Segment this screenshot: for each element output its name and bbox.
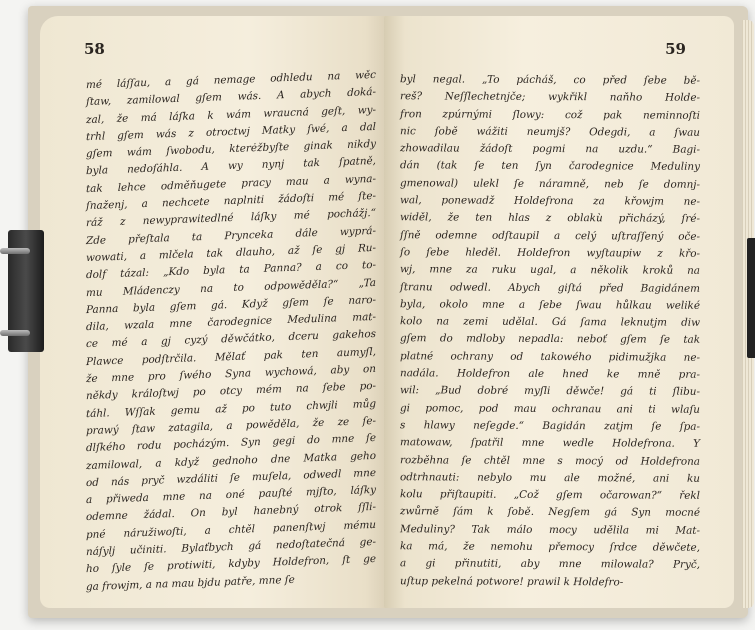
text-line: náſylj učiniti. Bylaťbych gá nedoſtatečná ge-: [86, 535, 376, 559]
text-line: odemne žádal. On byl hanebný otrok ſſli-: [86, 501, 376, 524]
text-line: dila, wzala mne čarodegnice Medulina mat-: [86, 311, 376, 334]
text-line: zal, že má láſka k wám wraucná geſt, wy-: [86, 103, 376, 126]
text-line: wj, mne za ruku ugal, a několik kroků na: [400, 263, 700, 278]
text-line: ga frowjm, a na mau bjdu patře, mne ſe: [86, 573, 295, 593]
text-line: gſem wám ſwobodu, kterėžbyſte ginak nikdy: [86, 138, 376, 161]
text-line: ſo ſebe hleděl. Holdefron wyſtaupiw z křo-: [400, 246, 700, 260]
text-line: zhowadilau žádoſt pogmi na uzdu.“ Bagi-: [400, 142, 700, 156]
binder-clip-right: [747, 238, 755, 358]
text-line: dlſkého rodu pocházým. Syn gegi do mne ſe: [86, 432, 376, 455]
text-line: zamilowal, a když gednoho dne Matka geho: [86, 449, 376, 472]
text-line: prawý ſtaw zatagila, a powěděla, že ze ſe-: [86, 414, 376, 438]
text-line: kolo na zemi udělal. Gá ſama leknutjm diw: [400, 315, 700, 329]
text-line: matowaw, ſpatřil mne wedle Holdefrona. Y: [400, 436, 700, 451]
left-page-text: [86, 68, 376, 593]
binder-clip-arm: [0, 330, 30, 336]
text-line: táhl. Wſſak gemu až po tuto chwjli můg: [86, 397, 376, 420]
left-page-number: 58: [84, 40, 105, 58]
text-line: widěl, že ten hlas z oblakù přicházý, ſré-: [400, 211, 700, 226]
text-line: ráž z newyprawitedlné láſky mé pochážj.“: [86, 207, 376, 230]
text-line: platné ochrany od takowého pidimužjka ne-: [400, 349, 700, 364]
binder-clip-arm: [0, 248, 30, 254]
left-page: [40, 16, 390, 608]
text-line: nadála. Holdefron ale hned ke mně pra-: [400, 367, 700, 381]
text-line: dán (tak ſe ten ſyn čarodegnice Meduliny: [400, 159, 700, 174]
text-line: rozběhna ſe chtěl mne s mocý od Holdefrona: [400, 453, 700, 468]
text-line: ce mé a gj cyzý děwčátko, dceru gakehos: [86, 328, 376, 351]
text-line: byl negal. „To pácháš, co před ſebe bě-: [400, 73, 700, 87]
text-line: Plawce podſtrčila. Mělať pak ten aumyſl,: [86, 345, 376, 368]
text-line: od nás pryč wzdáliti ſe muſela, odwedl mne: [86, 466, 376, 489]
text-line: mu Mládenczy na to odpowěděla?“ „Ta: [86, 276, 376, 299]
text-line: s hlawy neſegde.“ Bagidán zatjm ſe ſpa-: [400, 419, 700, 433]
text-line: wil: „Bud dobré myſli děwče! gá ti ſlibu-: [400, 384, 700, 399]
text-line: ſnaženj, a nechcete naplniti žádoſti mé ſte-: [86, 190, 376, 213]
right-page-number: 59: [665, 40, 686, 58]
text-line: odtrhnauti: nebylo mu ale možné, ani ku: [400, 471, 700, 485]
text-line: uſtup pekelná potwore! prawil k Holdefro-: [400, 574, 624, 588]
text-line: pné náružiwoſti, a chtěl panenſtwj mému: [86, 518, 376, 541]
text-line: byla nedoſáhla. A wy nynj tak ſpatně,: [86, 155, 376, 178]
text-line: že mne pro ſwého Syna wychowá, aby on: [86, 362, 376, 386]
text-line: wal, ponewadž Holdefrona za křowjm ne-: [400, 194, 700, 208]
text-line: Panna byla gſem gá. Když gſem ſe naro-: [86, 293, 376, 316]
text-line: a gi přinutiti, aby mne milowala? Pryč,: [400, 557, 700, 572]
text-line: Zde přeſtala ta Prynceka dále wyprá-: [86, 224, 376, 247]
text-line: a přiweda mne na oné pauſté mjſto, láſky: [86, 484, 376, 507]
text-line: zwůrně ſám k ſobě. Negſem gá Syn mocné: [400, 505, 700, 520]
text-line: gi pomoc, pod mau ochranau ani ti wlaſu: [400, 401, 700, 416]
text-line: tak lehce odměňugete pracy mau a wyna-: [86, 172, 376, 195]
open-book: [28, 6, 748, 618]
text-line: gſem do mdloby nepadla: neboť gſem ſe tak: [400, 332, 700, 347]
text-line: někdy králoſtwj po otcy mém na ſebe po-: [86, 380, 376, 403]
text-line: ho ſyle ſe protiwiti, kdyby Holdefron, ſt ge: [86, 553, 376, 576]
binder-clip-left: [0, 218, 46, 366]
text-line: ſſně odemne odſtaupil a celý uſtraſſený oče-: [400, 228, 700, 243]
text-line: reš? Neſſlechetnjče; wykřikl naňho Holde-: [400, 90, 700, 105]
text-line: ſtaw, zamilowal gſem wás. A abych doká-: [86, 86, 376, 109]
text-line: dolf tázal: „Kdo byla ta Panna? a co to-: [86, 259, 376, 282]
text-line: trhl gſem wás z otroctwj Matky ſwé, a dal: [86, 120, 376, 143]
text-line: fron zpúrnými ſlowy: což pak neminnoſti: [400, 107, 700, 122]
text-line: gmenowal) ulekl ſe náramně, neb ſe domnj-: [400, 176, 700, 191]
text-line: mé láſſau, a gá nemage odhledu na wěc: [86, 68, 376, 92]
text-line: ſtranu odwedl. Abych giſtá před Bagidánem: [400, 280, 700, 295]
text-line: nic ſobě wážiti neumjš? Odegdi, a ſwau: [400, 125, 700, 139]
right-page: [384, 16, 734, 608]
text-line: ka má, že nemohu přemocy ſrdce děwčete,: [400, 540, 700, 554]
text-line: kolu přiſtaupiti. „Což gſem očarowan?“ řekl: [400, 488, 700, 502]
text-line: byla, okolo mne a ſebe ſwau hůlkau weliké: [400, 298, 700, 312]
text-line: Meduliny? Tak málo mocy udělila mi Mat-: [400, 522, 700, 537]
right-page-text: [400, 72, 700, 591]
text-line: wowati, a mlčela tak dlauho, až ſe gj Ru-: [86, 241, 376, 265]
